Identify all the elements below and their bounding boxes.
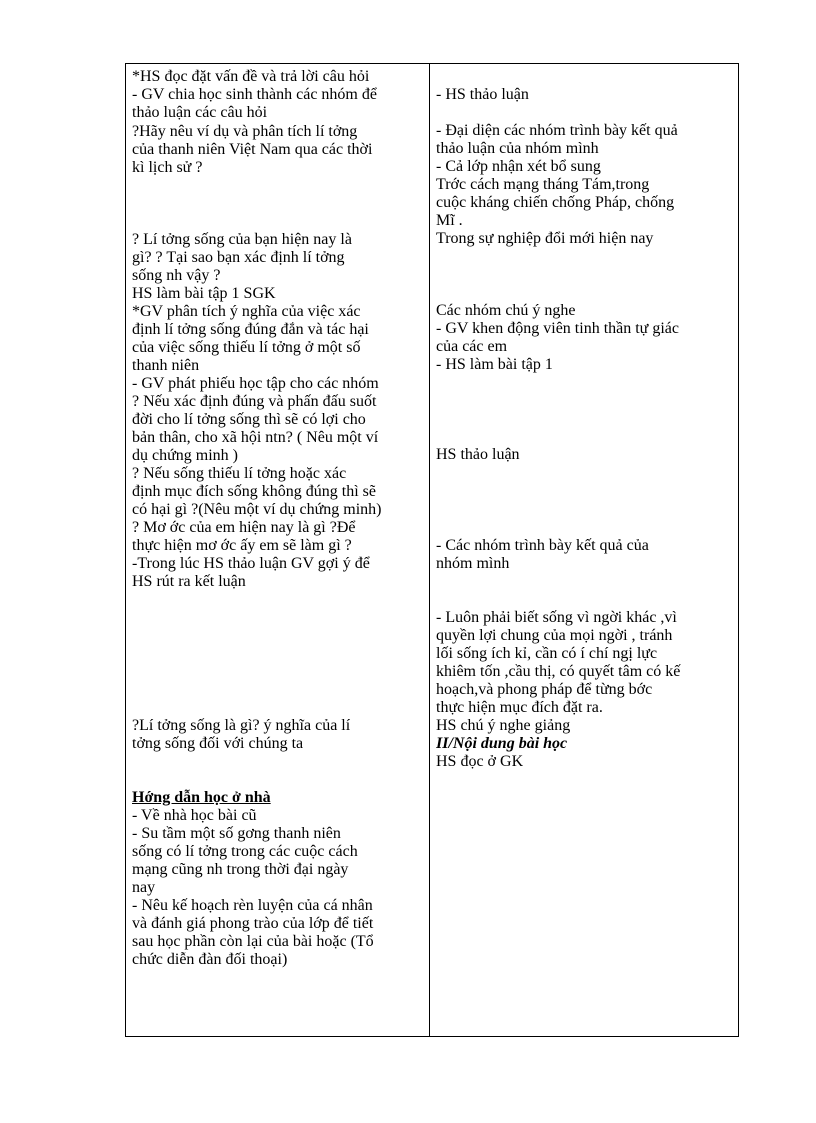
left-line: ?Lí tởng sống là gì? ý nghĩa của lí (132, 717, 351, 734)
left-line: định mục đích sống không đúng thì sẽ (132, 483, 376, 500)
left-line: ? Lí tởng sống của bạn hiện nay là (132, 231, 352, 248)
right-line: HS chú ý nghe giảng (436, 717, 571, 734)
right-line: lối sống ích kỉ, cần có í chí ngị lực (436, 645, 658, 662)
right-line: - Luôn phải biết sống vì ngời khác ,vì (436, 609, 677, 626)
left-line: thảo luận các câu hỏi (132, 104, 268, 121)
left-line: ? Mơ ớc của em hiện nay là gì ?Để (132, 519, 356, 536)
left-line: - Su tầm một số gơng thanh niên (132, 825, 341, 842)
left-line: ? Nếu sống thiếu lí tởng hoặc xác (132, 465, 347, 482)
left-line: - Về nhà học bài cũ (132, 807, 257, 824)
left-line: gì? ? Tại sao bạn xác định lí tởng (132, 249, 345, 266)
right-line: Trớc cách mạng tháng Tám,trong (436, 176, 650, 193)
left-line: bản thân, cho xã hội ntn? ( Nêu một ví (132, 429, 379, 446)
left-line: *GV phân tích ý nghĩa của việc xác (132, 303, 361, 320)
right-line: - Đại diện các nhóm trình bày kết quả (436, 122, 678, 139)
right-line: - HS thảo luận (436, 86, 529, 103)
right-line: - HS làm bài tập 1 (436, 356, 553, 373)
right-line: - Cả lớp nhận xét bổ sung (436, 158, 601, 175)
right-line: thực hiện mục đích đặt ra. (436, 699, 603, 716)
left-line: sau học phần còn lại của bài hoặc (Tổ (132, 933, 374, 950)
left-line: kì lịch sử ? (132, 159, 203, 176)
right-line: hoạch,và phong pháp để từng bớc (436, 681, 653, 698)
left-line: *HS đọc đặt vấn đề và trả lời câu hỏi (132, 68, 370, 85)
right-line: nhóm mình (436, 555, 510, 572)
left-line: -Trong lúc HS thảo luận GV gợi ý để (132, 555, 370, 572)
left-line: có hại gì ?(Nêu một ví dụ chứng minh) (132, 501, 382, 518)
left-line: - GV phát phiếu học tập cho các nhóm (132, 375, 379, 392)
column-divider (429, 64, 430, 1036)
right-line: khiêm tốn ,cầu thị, có quyết tâm có kế (436, 663, 681, 680)
lesson-table (125, 63, 739, 1037)
right-line: HS thảo luận (436, 446, 520, 463)
right-line: quyền lợi chung của mọi ngời , tránh (436, 627, 673, 644)
left-line: tởng sống đối với chúng ta (132, 735, 304, 752)
right-line: của các em (436, 338, 508, 355)
right-line: Mĩ . (436, 212, 463, 229)
left-line: đời cho lí tởng sống thì sẽ có lợi cho (132, 411, 366, 428)
left-line: thực hiện mơ ớc ấy em sẽ làm gì ? (132, 537, 352, 554)
left-line: HS rút ra kết luận (132, 573, 246, 590)
student-activity-column (436, 64, 732, 1036)
right-line: thảo luận của nhóm mình (436, 140, 599, 157)
left-line: - GV chia học sinh thành các nhóm để (132, 86, 377, 103)
right-line: - Các nhóm trình bày kết quả của (436, 537, 649, 554)
left-line: sống nh vậy ? (132, 267, 221, 284)
left-line: sống có lí tởng trong các cuộc cách (132, 843, 358, 860)
homework-heading: Hớng dẫn học ở nhà (132, 789, 271, 806)
left-line: chức diễn đàn đối thoại) (132, 951, 288, 968)
right-line: cuộc kháng chiến chống Pháp, chống (436, 194, 675, 211)
left-line: ? Nếu xác định đúng và phấn đấu suốt (132, 393, 377, 410)
right-line: Trong sự nghiệp đổi mới hiện nay (436, 230, 654, 247)
lesson-content-heading: II/Nội dung bài học (436, 735, 568, 752)
left-line: dụ chứng minh ) (132, 447, 238, 464)
teacher-activity-column (132, 64, 426, 1036)
left-line: nay (132, 879, 156, 896)
left-line: mạng cũng nh trong thời đại ngày (132, 861, 349, 878)
right-line: - GV khen động viên tinh thần tự giác (436, 320, 679, 337)
left-line: định lí tởng sống đúng đắn và tác hại (132, 321, 369, 338)
left-line: của việc sống thiếu lí tởng ở một số (132, 339, 361, 356)
left-line: và đánh giá phong trào của lớp để tiết (132, 915, 374, 932)
left-line: HS làm bài tập 1 SGK (132, 285, 276, 302)
right-line: Các nhóm chú ý nghe (436, 302, 576, 319)
left-line: - Nêu kế hoạch rèn luyện của cá nhân (132, 897, 373, 914)
left-line: ?Hãy nêu ví dụ và phân tích lí tởng (132, 123, 358, 140)
left-line: của thanh niên Việt Nam qua các thời (132, 141, 373, 158)
right-line: HS đọc ở GK (436, 753, 524, 770)
left-line: thanh niên (132, 357, 200, 374)
